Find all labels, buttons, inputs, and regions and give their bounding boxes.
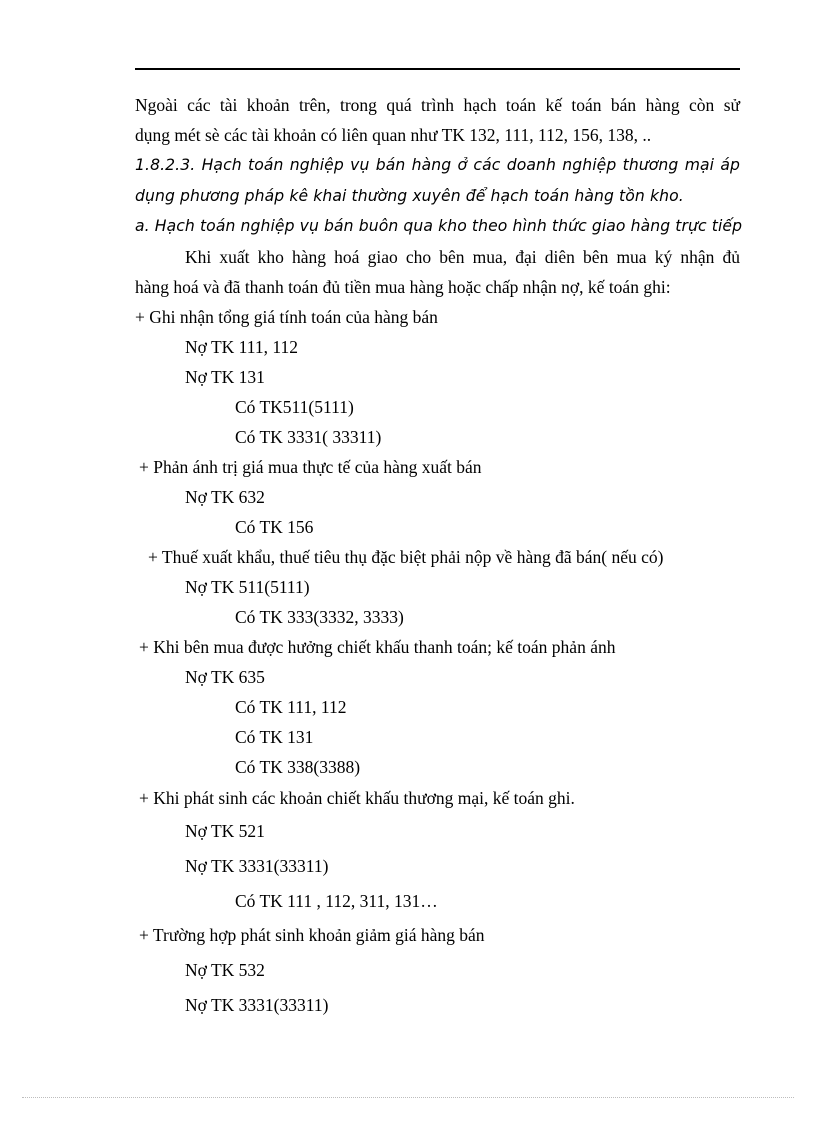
header-rule	[135, 68, 740, 70]
paragraph-intro-line-2: dụng mét sè các tài khoản có liên quan như TK 132, 111, 112, 156, 138, ..	[135, 125, 652, 145]
entry-credit-338: Có TK 338(3388)	[235, 757, 361, 777]
entry-credit-511: Có TK511(5111)	[235, 397, 354, 417]
entry-debit-111-112: Nợ TK 111, 112	[185, 337, 298, 357]
entry-sales-allowance: + Trường hợp phát sinh khoản giảm giá hàng bán	[139, 925, 485, 945]
entry-debit-511: Nợ TK 511(5111)	[185, 577, 310, 597]
paragraph-body-line-2: hàng hoá và đã thanh toán đủ tiền mua hàng hoặc chấp nhận nợ, kế toán ghi:	[135, 277, 671, 297]
entry-record-total-price: + Ghi nhận tổng giá tính toán của hàng bán	[135, 307, 438, 327]
entry-debit-3331-a: Nợ TK 3331(33311)	[185, 856, 329, 876]
entry-credit-111-112-311-131: Có TK 111 , 112, 311, 131…	[235, 891, 438, 911]
entry-debit-632: Nợ TK 632	[185, 487, 265, 507]
paragraph-body-line-1: Khi xuất kho hàng hoá giao cho bên mua, đại diên bên mua ký nhận đủ	[185, 247, 740, 267]
entry-credit-131: Có TK 131	[235, 727, 314, 747]
entry-credit-3331: Có TK 3331( 33311)	[235, 427, 382, 447]
entry-export-tax: + Thuế xuất khẩu, thuế tiêu thụ đặc biệt phải nộp về hàng đã bán( nếu có)	[148, 547, 664, 567]
section-heading-line-1: 1.8.2.3. Hạch toán nghiệp vụ bán hàng ở các doanh nghiệp thương mại áp	[135, 156, 740, 174]
entry-debit-131: Nợ TK 131	[185, 367, 265, 387]
entry-credit-111-112: Có TK 111, 112	[235, 697, 347, 717]
entry-credit-333: Có TK 333(3332, 3333)	[235, 607, 404, 627]
entry-trade-discount: + Khi phát sinh các khoản chiết khấu thương mại, kế toán ghi.	[139, 788, 575, 808]
footer-dotted-rule	[22, 1097, 794, 1098]
entry-reflect-purchase-cost: + Phản ánh trị giá mua thực tế của hàng xuất bán	[139, 457, 482, 477]
entry-payment-discount: + Khi bên mua được hưởng chiết khấu thanh toán; kế toán phản ánh	[139, 637, 616, 657]
entry-debit-635: Nợ TK 635	[185, 667, 265, 687]
entry-credit-156: Có TK 156	[235, 517, 314, 537]
subheading-a: a. Hạch toán nghiệp vụ bán buôn qua kho theo hình thức giao hàng trực tiếp	[135, 217, 743, 235]
entry-debit-3331-b: Nợ TK 3331(33311)	[185, 995, 329, 1015]
paragraph-intro-line-1: Ngoài các tài khoản trên, trong quá trình hạch toán kế toán bán hàng còn sử	[135, 95, 740, 115]
entry-debit-521: Nợ TK 521	[185, 821, 265, 841]
section-heading-line-2: dụng phương pháp kê khai thường xuyên để hạch toán hàng tồn kho.	[135, 187, 684, 205]
entry-debit-532: Nợ TK 532	[185, 960, 265, 980]
